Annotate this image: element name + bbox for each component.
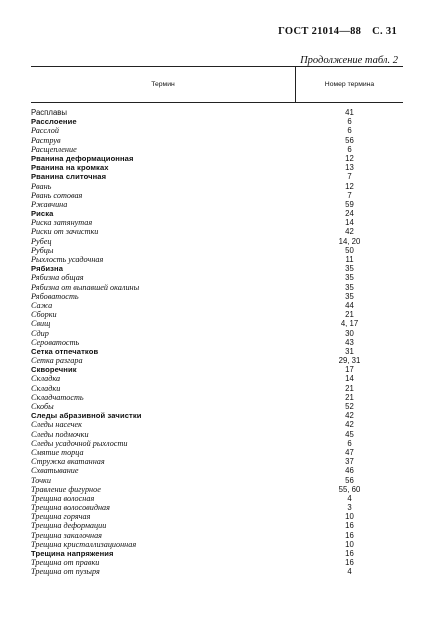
term-number-cell: 4 [347, 567, 352, 577]
table-row [31, 430, 403, 439]
term-cell: Рванина слиточная [31, 172, 107, 182]
page-header [270, 26, 397, 37]
table-row [31, 329, 403, 338]
standard-number: ГОСТ 21014—88 [278, 26, 362, 37]
term-number-cell: 6 [347, 438, 352, 448]
terms-table [31, 66, 403, 577]
term-number-cell: 10 [345, 512, 354, 522]
term-cell: Скобы [31, 402, 54, 411]
table-row [31, 209, 403, 218]
term-cell: Расслой [31, 126, 59, 136]
table-row [31, 521, 403, 530]
term-cell: Риска затянутая [31, 218, 93, 228]
table-row [31, 457, 403, 466]
table-row [31, 145, 403, 154]
term-number-cell: 13 [345, 163, 354, 173]
term-number-cell: 56 [345, 135, 354, 145]
term-number-cell: 44 [345, 300, 354, 310]
term-cell: Расщепление [31, 144, 77, 154]
term-cell: Расслоение [31, 117, 77, 127]
term-cell: Трещина закалочная [31, 530, 102, 540]
term-cell: Сероватость [31, 337, 80, 347]
table-row [31, 136, 403, 145]
table-row [31, 503, 403, 512]
term-cell: Следы насечек [31, 420, 82, 430]
table-row [31, 273, 403, 282]
table-row [31, 558, 403, 567]
term-cell: Следы абразивной зачистки [31, 411, 142, 421]
term-cell: Трещина волосовидная [31, 503, 110, 513]
term-cell: Ржавчина [31, 199, 68, 209]
term-number-cell: 12 [345, 181, 354, 191]
term-cell: Точки [31, 475, 51, 485]
table-row [31, 512, 403, 521]
term-number-cell: 55, 60 [338, 484, 361, 494]
table-row [31, 420, 403, 429]
term-cell: Сажа [31, 300, 53, 310]
term-number-cell: 42 [345, 227, 354, 237]
term-number-cell: 29, 31 [338, 356, 361, 366]
term-cell: Рванина деформационная [31, 153, 134, 163]
term-cell: Стружка вкатанная [31, 457, 105, 467]
table-row [31, 402, 403, 411]
table-row [31, 365, 403, 374]
term-number-cell: 7 [347, 190, 352, 200]
term-number-cell: 30 [345, 328, 354, 338]
term-number-cell: 59 [345, 199, 354, 209]
term-cell: Расплавы [31, 108, 68, 117]
term-number-cell: 56 [345, 475, 354, 485]
table-row [31, 393, 403, 402]
term-cell: Складки [31, 383, 61, 393]
table-row [31, 182, 403, 191]
term-cell: Сдир [31, 328, 49, 338]
term-cell: Рвань [31, 181, 52, 191]
term-number-cell: 43 [345, 337, 354, 347]
table-row [31, 494, 403, 503]
term-number-cell: 24 [345, 209, 354, 219]
term-cell: Рубцы [31, 245, 54, 255]
term-number-cell: 45 [345, 429, 354, 439]
table-row [31, 567, 403, 576]
term-cell: Свищ [31, 319, 51, 329]
term-cell: Рубец [31, 236, 52, 246]
term-number-cell: 16 [345, 530, 354, 540]
term-number-cell: 35 [345, 282, 354, 292]
table-row [31, 319, 403, 328]
table-row [31, 292, 403, 301]
table-row [31, 200, 403, 209]
term-number-cell: 6 [347, 144, 352, 154]
term-cell: Следы подмочки [31, 429, 89, 439]
table-row [31, 191, 403, 200]
table-row [31, 531, 403, 540]
table-row [31, 301, 403, 310]
term-number-cell: 16 [345, 549, 354, 558]
term-number-cell: 14, 20 [338, 236, 361, 246]
table-row [31, 466, 403, 475]
term-number-cell: 37 [345, 457, 354, 467]
term-number-cell: 16 [345, 558, 354, 568]
term-cell: Рыхлость усадочная [31, 255, 104, 264]
table-row [31, 172, 403, 181]
term-number-cell: 46 [345, 466, 354, 476]
term-number-cell: 3 [347, 503, 352, 513]
term-number-cell: 50 [345, 245, 354, 255]
table-row [31, 246, 403, 255]
table-row [31, 347, 403, 356]
table-row [31, 448, 403, 457]
term-number-cell: 21 [345, 310, 354, 320]
table-row [31, 476, 403, 485]
term-number-cell: 31 [345, 346, 354, 356]
term-cell: Трещина горячая [31, 512, 91, 522]
term-cell: Раструв [31, 135, 61, 145]
term-cell: Травление фигурное [31, 484, 101, 494]
term-number-cell: 10 [345, 539, 354, 549]
term-cell: Трещина деформации [31, 521, 107, 531]
term-cell: Сетка разгара [31, 356, 83, 366]
table-row [31, 126, 403, 135]
table-row [31, 549, 403, 558]
table-continuation-label: Продолжение табл. 2 [300, 55, 398, 66]
term-number-cell: 42 [345, 420, 354, 430]
term-number-cell: 6 [347, 117, 352, 127]
term-cell: Складчатость [31, 392, 84, 402]
table-row [31, 310, 403, 319]
term-number-cell: 6 [347, 126, 352, 136]
table-row [31, 283, 403, 292]
term-number-cell: 35 [345, 273, 354, 283]
table-row [31, 264, 403, 273]
term-cell: Сетка отпечатков [31, 346, 99, 356]
term-cell: Сборки [31, 310, 57, 320]
table-body [31, 108, 403, 577]
term-number-cell: 11 [345, 255, 354, 264]
term-number-cell: 47 [345, 447, 354, 457]
table-row [31, 384, 403, 393]
term-cell: Рябизна [31, 264, 64, 274]
term-number-cell: 35 [345, 264, 354, 274]
term-cell: Трещина от правки [31, 558, 100, 568]
table-row [31, 485, 403, 494]
term-cell: Рябизна от выпавшей окалины [31, 282, 140, 292]
term-cell: Скворечник [31, 365, 77, 375]
table-row [31, 227, 403, 236]
table-row [31, 540, 403, 549]
term-number-cell: 12 [345, 153, 354, 163]
table-header [31, 66, 403, 103]
term-number-cell: 14 [345, 374, 354, 384]
term-number-cell: 4, 17 [340, 319, 359, 329]
table-row [31, 154, 403, 163]
term-number-cell: 41 [345, 108, 354, 117]
term-cell: Смятие торца [31, 447, 84, 457]
table-row [31, 117, 403, 126]
table-row [31, 255, 403, 264]
page-number: С. 31 [372, 26, 397, 37]
term-cell: Трещина от пузыря [31, 567, 100, 577]
term-cell: Риски от зачистки [31, 227, 99, 237]
term-number-cell: 21 [345, 392, 354, 402]
term-cell: Трещина волосная [31, 493, 95, 503]
term-number-cell: 21 [345, 383, 354, 393]
term-cell: Рябоватость [31, 291, 79, 301]
term-cell: Трещина напряжения [31, 549, 114, 558]
term-cell: Следы усадочной рыхлости [31, 438, 128, 448]
term-cell: Схватывание [31, 466, 79, 476]
column-header-number: Номер термина [324, 81, 375, 88]
table-row [31, 108, 403, 117]
term-number-cell: 42 [345, 411, 354, 421]
term-number-cell: 4 [347, 493, 352, 503]
term-number-cell: 14 [345, 218, 354, 228]
term-number-cell: 17 [345, 365, 354, 375]
table-row [31, 356, 403, 365]
term-number-cell: 7 [347, 172, 352, 182]
column-header-term: Термин [151, 81, 175, 88]
table-row [31, 374, 403, 383]
term-cell: Рвань сотовая [31, 190, 83, 200]
table-row [31, 163, 403, 172]
table-row [31, 338, 403, 347]
table-row [31, 439, 403, 448]
term-number-cell: 52 [345, 402, 354, 411]
table-row [31, 218, 403, 227]
term-number-cell: 16 [345, 521, 354, 531]
table-row [31, 237, 403, 246]
term-cell: Трещина кристаллизационная [31, 539, 137, 549]
table-row [31, 411, 403, 420]
term-cell: Риска [31, 209, 54, 219]
term-cell: Рябизна общая [31, 273, 84, 283]
term-cell: Складка [31, 374, 61, 384]
term-cell: Рванина на кромках [31, 163, 109, 173]
term-number-cell: 35 [345, 291, 354, 301]
